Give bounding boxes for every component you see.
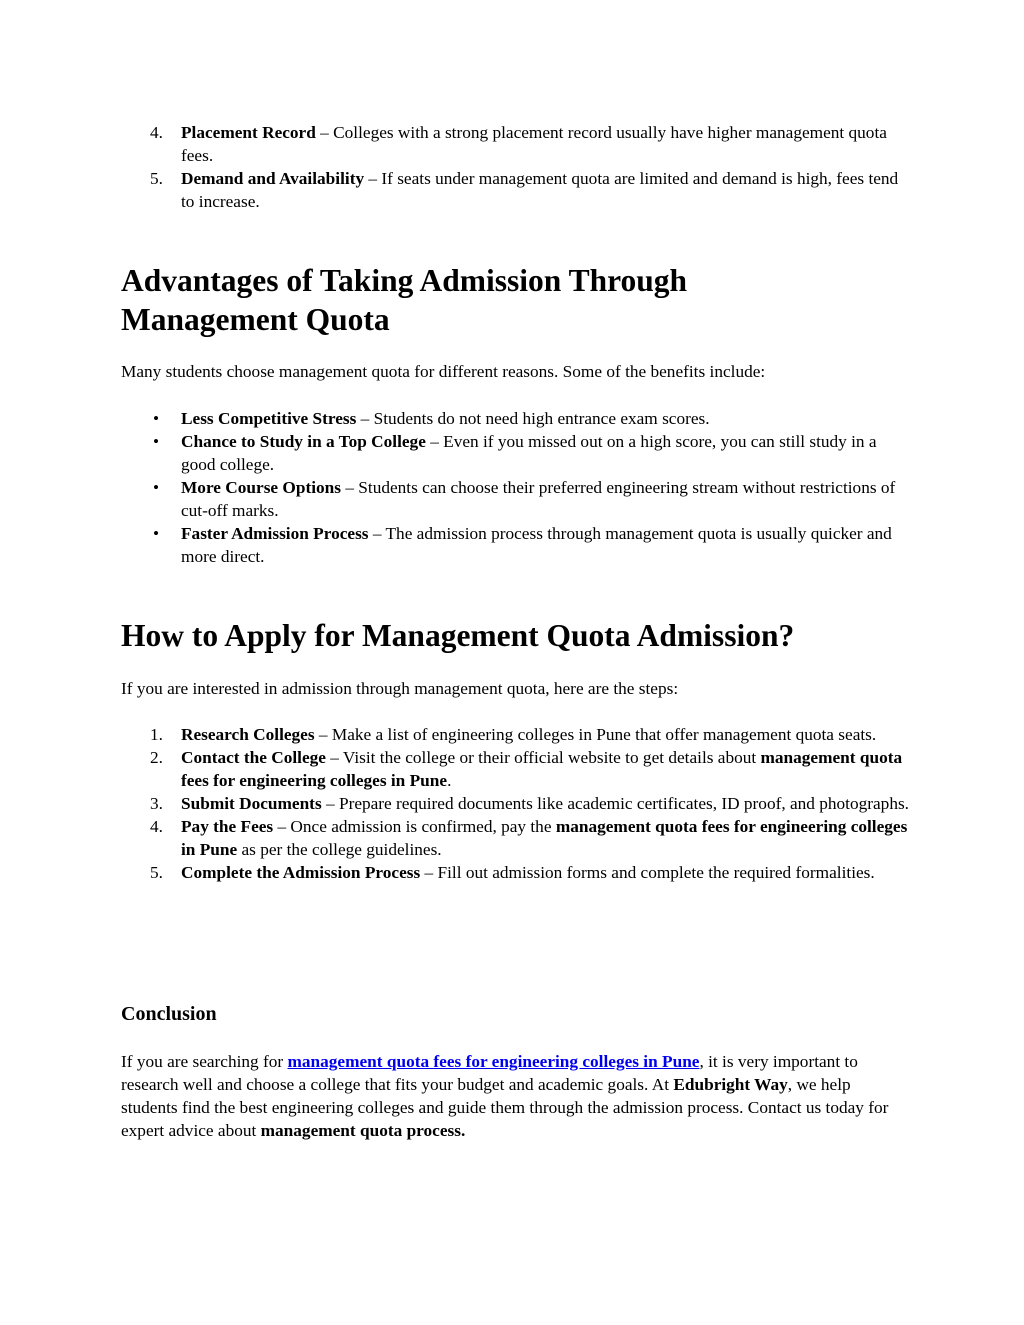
item-text: – Make a list of engineering colleges in Pune that offer management quota seats. <box>314 725 877 744</box>
item-text: – If seats under management quota are limited and demand is high, fees tend to increase. <box>181 169 899 211</box>
bullet-icon: • <box>153 432 160 451</box>
factors-list <box>121 121 911 213</box>
list-number: 4. <box>150 123 163 142</box>
item-title: Chance to Study in a Top College <box>181 432 426 451</box>
apply-steps-list <box>121 723 911 884</box>
list-number: 2. <box>150 748 163 767</box>
item-text: – Students can choose their preferred engineering stream without restrictions of cut-off marks. <box>181 478 896 520</box>
item-text: – The admission process through management quota is usually quicker and more direct. <box>181 524 892 566</box>
list-item <box>121 522 911 568</box>
item-title: Placement Record <box>181 123 316 142</box>
bullet-icon: • <box>153 524 160 543</box>
list-number: 4. <box>150 817 163 836</box>
item-title: Pay the Fees <box>181 817 274 836</box>
list-item <box>121 476 911 522</box>
conclusion-text-2: , it is very important to research well and choose a college that fits your budget and academic goals. At <box>121 1052 858 1094</box>
item-title: Research Colleges <box>181 725 315 744</box>
item-text: – Even if you missed out on a high score, you can still study in a good college. <box>181 432 877 474</box>
item-title: Complete the Admission Process <box>181 863 421 882</box>
list-item <box>121 746 911 792</box>
bullet-icon: • <box>153 478 160 497</box>
item-emphasis: management quota fees for engineering colleges in Pune <box>181 748 903 790</box>
item-text: – Prepare required documents like academic certificates, ID proof, and photographs. <box>321 794 910 813</box>
item-title: Contact the College <box>181 748 326 767</box>
conclusion-heading: Conclusion <box>121 1003 217 1025</box>
apply-intro: If you are interested in admission through management quota, here are the steps: <box>121 679 679 698</box>
item-text: – Once admission is confirmed, pay the <box>273 817 556 836</box>
list-number: 1. <box>150 725 163 744</box>
advantages-intro: Many students choose management quota for different reasons. Some of the benefits include: <box>121 362 766 381</box>
item-title: Submit Documents <box>181 794 322 813</box>
item-text: – Visit the college or their official website to get details about <box>325 748 761 767</box>
item-text: – Colleges with a strong placement record usually have higher management quota fees. <box>181 123 887 165</box>
advantages-heading: Advantages of Taking Admission Through Management Quota <box>121 263 688 337</box>
item-text-end: as per the college guidelines. <box>237 840 442 859</box>
item-emphasis: management quota fees for engineering colleges in Pune <box>181 817 908 859</box>
bullet-icon: • <box>153 409 160 428</box>
item-text-end: . <box>447 771 452 790</box>
brand-name: Edubright Way <box>673 1075 788 1094</box>
item-title: Less Competitive Stress <box>181 409 357 428</box>
item-text: – Students do not need high entrance exam scores. <box>356 409 710 428</box>
fees-link[interactable]: management quota fees for engineering colleges in Pune <box>287 1052 700 1071</box>
list-item <box>121 815 911 861</box>
item-text: – Fill out admission forms and complete the required formalities. <box>420 863 875 882</box>
list-item <box>121 861 911 884</box>
item-title: Faster Admission Process <box>181 524 369 543</box>
list-number: 5. <box>150 169 163 188</box>
apply-heading: How to Apply for Management Quota Admission? <box>121 618 795 653</box>
list-item <box>121 167 911 213</box>
list-number: 5. <box>150 863 163 882</box>
closing-emphasis: management quota process. <box>260 1121 466 1140</box>
item-title: More Course Options <box>181 478 342 497</box>
advantages-list <box>121 407 911 568</box>
list-item <box>121 407 911 430</box>
conclusion-paragraph <box>121 1050 911 1142</box>
list-item <box>121 792 911 815</box>
list-number: 3. <box>150 794 163 813</box>
list-item <box>121 723 911 746</box>
list-item <box>121 121 911 167</box>
conclusion-text-3: , we help students find the best engineering colleges and guide them through the admission process. Contact us today for expert advice about <box>121 1075 889 1140</box>
item-title: Demand and Availability <box>181 169 365 188</box>
conclusion-text-1: If you are searching for <box>121 1052 288 1071</box>
list-item <box>121 430 911 476</box>
